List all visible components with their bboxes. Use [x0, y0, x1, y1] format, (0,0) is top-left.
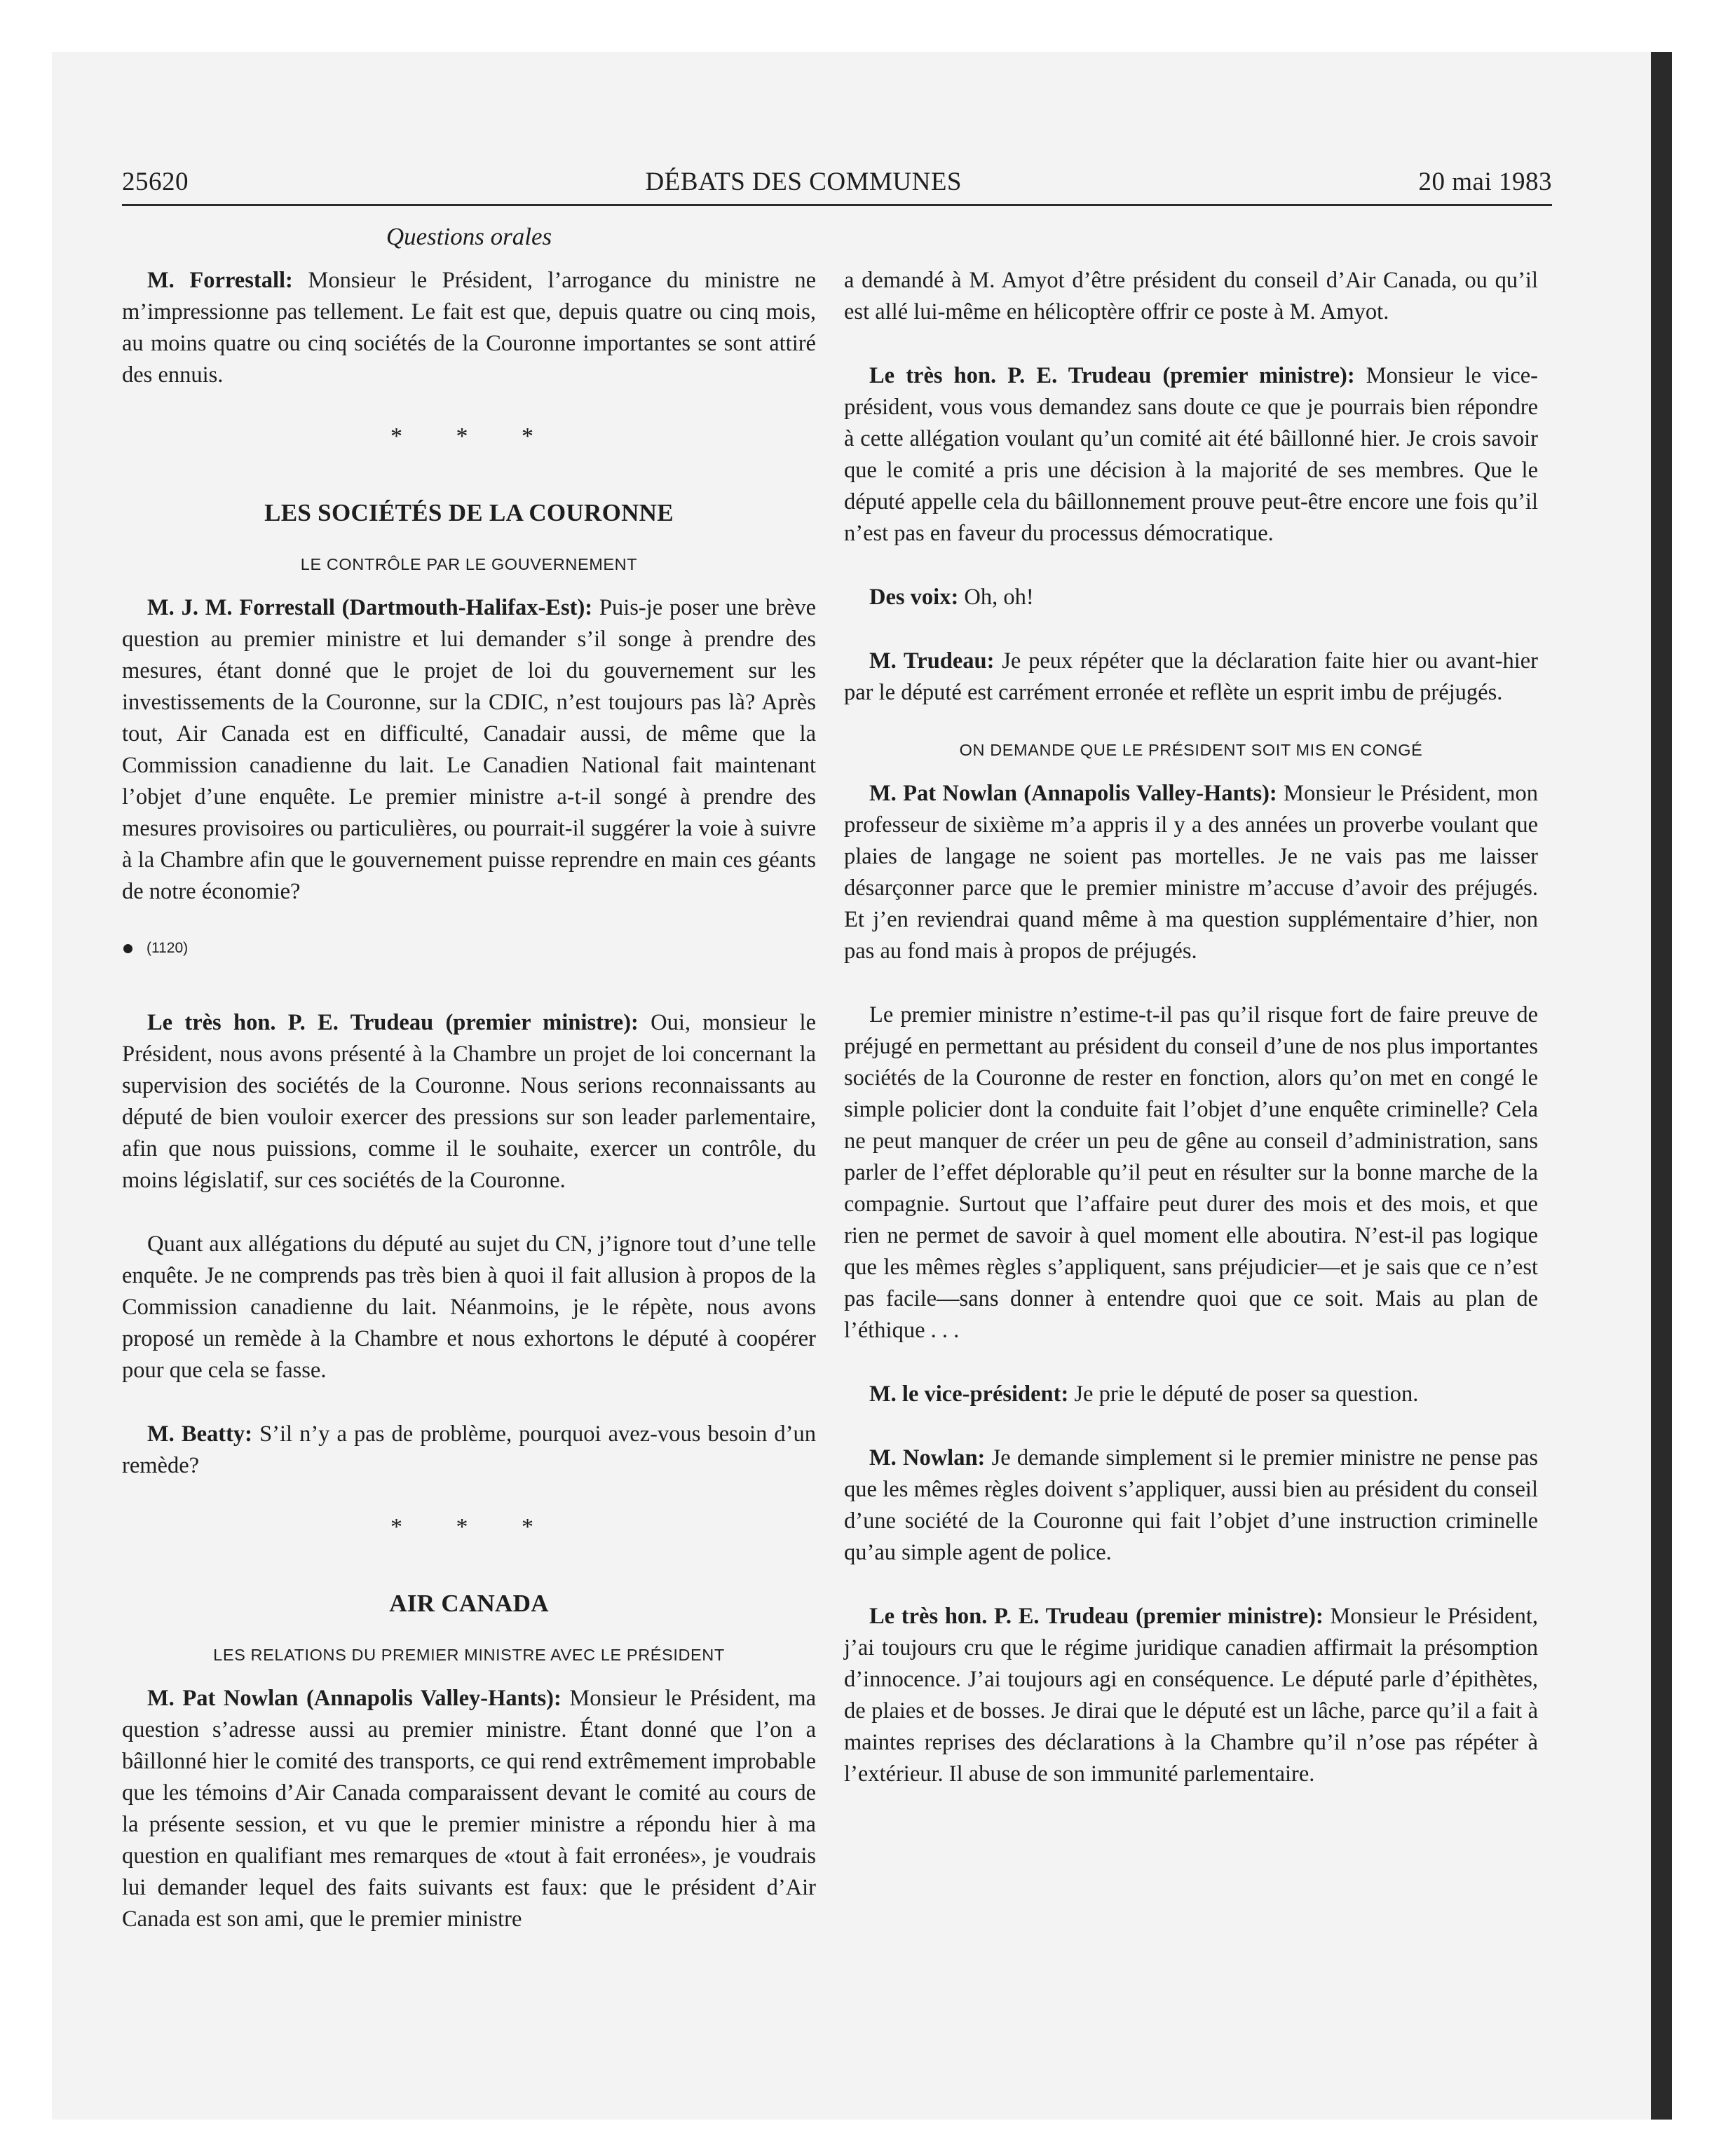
paragraph	[122, 1007, 816, 1196]
speaker-name: Le très hon. P. E. Trudeau (premier ministre):	[869, 363, 1355, 388]
paragraph: a demandé à M. Amyot d’être président du conseil d’Air Canada, ou qu’il est allé lui-même en hélicoptère offrir ce poste à M. Amyot.	[844, 268, 1538, 325]
paragraph	[844, 1379, 1538, 1410]
speaker-name: Le très hon. P. E. Trudeau (premier ministre):	[147, 1010, 639, 1035]
paragraph	[122, 265, 816, 391]
paragraph	[122, 1683, 816, 1935]
paragraph: Quant aux allégations du député au sujet du CN, j’ignore tout d’une telle enquête. Je ne comprends pas très bien à quoi il fait allusion à propos de la Commission canadienne du lait. Néanmoins, je le répète, nous avons proposé un remède à la Chambre et nous exhortons le député à coopérer pour que cela se fasse.	[122, 1231, 816, 1383]
scan-edge-shadow	[1651, 52, 1672, 2120]
speaker-name: M. Pat Nowlan (Annapolis Valley-Hants):	[869, 781, 1277, 806]
paragraph	[844, 360, 1538, 550]
section-subheading: LE CONTRÔLE PAR LE GOUVERNEMENT	[300, 555, 638, 573]
paragraph	[844, 1442, 1538, 1569]
right-column	[844, 265, 1538, 1822]
time-marker-text: (1120)	[147, 940, 189, 956]
paragraph-text: Puis-je poser une brève question au premier ministre et lui demander s’il songe à prendre des mesures, étant donné que le projet de loi du gouvernement sur les investissements de la Couronne, sur la CDIC, n’est toujours pas là? Après tout, Air Canada est en difficulté, Canadair aussi, de même que la Commission canadienne du lait. Le Canadien National fait maintenant l’objet d’une enquête. Le premier ministre a-t-il songé à prendre des mesures provisoires ou particulières, ou pourrait-il suggérer la voie à suivre à la Chambre afin que le gouvernement puisse reprendre en main ces géants de notre économie?	[122, 595, 816, 904]
section-separator: * * *	[390, 423, 557, 449]
speaker-name: Des voix:	[869, 585, 959, 610]
paragraph	[122, 592, 816, 908]
speaker-name: M. Pat Nowlan (Annapolis Valley-Hants):	[147, 1686, 562, 1711]
paragraph-text: Monsieur le Président, ma question s’adresse aussi au premier ministre. Étant donné que l’on a bâillonné hier le comité des transports, ce qui rend extrêmement improbable que les témoins d’Air Canada comparaissent devant le comité au cours de la présente session, et vu que le premier ministre a répondu hier à ma question en qualifiant mes remarques de «tout à fait erronées», je voudrais lui demander lequel des faits suivants est faux: que le président d’Air Canada est son ami, que le premier ministre	[122, 1686, 817, 1932]
speaker-name: M. Forrestall:	[147, 268, 293, 293]
bullet-icon	[123, 944, 132, 953]
section-heading: AIR CANADA	[389, 1590, 549, 1617]
paragraph	[122, 1419, 816, 1482]
section-subheading: ON DEMANDE QUE LE PRÉSIDENT SOIT MIS EN CONGÉ	[959, 741, 1423, 759]
section-separator: * * *	[390, 1514, 557, 1540]
page-number: 25620	[122, 168, 189, 196]
paragraph	[844, 1601, 1538, 1790]
paragraph-text: Je peux répéter que la déclaration faite hier ou avant-hier par le député est carrément erronée et reflète un esprit imbu de préjugés.	[844, 648, 1538, 705]
paragraph	[844, 778, 1538, 967]
publication-title: DÉBATS DES COMMUNES	[645, 168, 962, 196]
paragraph-text: Oh, oh!	[958, 585, 1034, 610]
section-subheading: LES RELATIONS DU PREMIER MINISTRE AVEC LE PRÉSIDENT	[213, 1646, 725, 1664]
paragraph	[844, 646, 1538, 709]
header-rule	[122, 204, 1552, 206]
speaker-name: M. le vice-président:	[869, 1381, 1069, 1407]
paragraph-text: Oui, monsieur le Président, nous avons présenté à la Chambre un projet de loi concernant la supervision des sociétés de la Couronne. Nous serions reconnaissants au député de bien vouloir exercer des pressions sur son leader parlementaire, afin que nous puissions, comme il le souhaite, exercer un contrôle, du moins législatif, sur ces sociétés de la Couronne.	[122, 1010, 816, 1193]
section-heading: LES SOCIÉTÉS DE LA COURONNE	[264, 499, 674, 526]
speaker-name: M. Beatty:	[147, 1421, 252, 1447]
time-marker	[123, 940, 816, 957]
speaker-name: M. Trudeau:	[869, 648, 995, 674]
page-header	[122, 167, 1552, 197]
speaker-name: Le très hon. P. E. Trudeau (premier ministre):	[869, 1604, 1324, 1629]
paragraph-text: Monsieur le vice-président, vous vous demandez sans doute ce que je pourrais bien répondre à cette allégation voulant qu’un comité ait été bâillonné hier. Je crois savoir que le comité a pris une décision à la majorité de ses membres. Que le député appelle cela du bâillonnement prouve peut-être encore une fois qu’il n’est pas en faveur du processus démocratique.	[844, 363, 1538, 546]
paragraph	[844, 582, 1538, 613]
paragraph: Le premier ministre n’estime-t-il pas qu’il risque fort de faire preuve de préjugé en permettant au président du conseil d’une de nos plus importantes sociétés de la Couronne de rester en fonction, alors qu’on met en congé le simple policier dont la conduite fait l’objet d’une enquête criminelle? Cela ne peut manquer de créer un peu de gêne au conseil d’administration, sans parler de l’effet déplorable qu’il peut en résulter sur la bonne marche de la compagnie. Surtout que l’affaire peut durer des mois et des mois, et que rien ne permet de savoir à quel moment elle aboutira. N’est-il pas logique que les mêmes règles s’appliquent, sans préjudicier—et je sais que ce n’est pas facile—sans donner à entendre quoi que ce soit. Mais au plan de l’éthique . . .	[844, 1002, 1538, 1343]
paragraph-text: Monsieur le Président, l’arrogance du ministre ne m’impressionne pas tellement. Le fait est que, depuis quatre ou cinq mois, au moins quatre ou cinq sociétés de la Couronne importantes se sont attiré des ennuis.	[122, 268, 816, 388]
left-column	[122, 223, 816, 1967]
paragraph-text: Monsieur le Président, mon professeur de sixième m’a appris il y a des années un proverbe voulant que plaies de langage ne soient pas mortelles. Je ne vais pas me laisser désarçonner parce que le premier ministre m’accuse d’avoir des préjugés. Et j’en reviendrai quand même à ma question supplémentaire d’hier, non pas au fond mais à propos de préjugés.	[844, 781, 1538, 964]
section-label: Questions orales	[386, 223, 552, 250]
paragraph-text: Monsieur le Président, j’ai toujours cru que le régime juridique canadien affirmait la présomption d’innocence. J’ai toujours agi en conséquence. Le député parle d’épithètes, de plaies et de bosses. Je dirai que le député est un lâche, parce qu’il a fait à maintes reprises des déclarations à la Chambre qu’il n’ose pas répéter à l’extérieur. Il abuse de son immunité parlementaire.	[844, 1604, 1538, 1787]
paragraph-text: S’il n’y a pas de problème, pourquoi avez-vous besoin d’un remède?	[122, 1421, 816, 1478]
speaker-name: M. J. M. Forrestall (Dartmouth-Halifax-Est):	[147, 595, 593, 620]
paragraph-text: Je demande simplement si le premier ministre ne pense pas que les mêmes règles doivent s’appliquer, aussi bien au président du conseil d’une société de la Couronne qui fait l’objet d’une instruction criminelle qu’au simple agent de police.	[844, 1445, 1539, 1565]
page-date: 20 mai 1983	[1418, 168, 1552, 196]
speaker-name: M. Nowlan:	[869, 1445, 986, 1471]
paragraph-text: Je prie le député de poser sa question.	[1068, 1381, 1419, 1407]
